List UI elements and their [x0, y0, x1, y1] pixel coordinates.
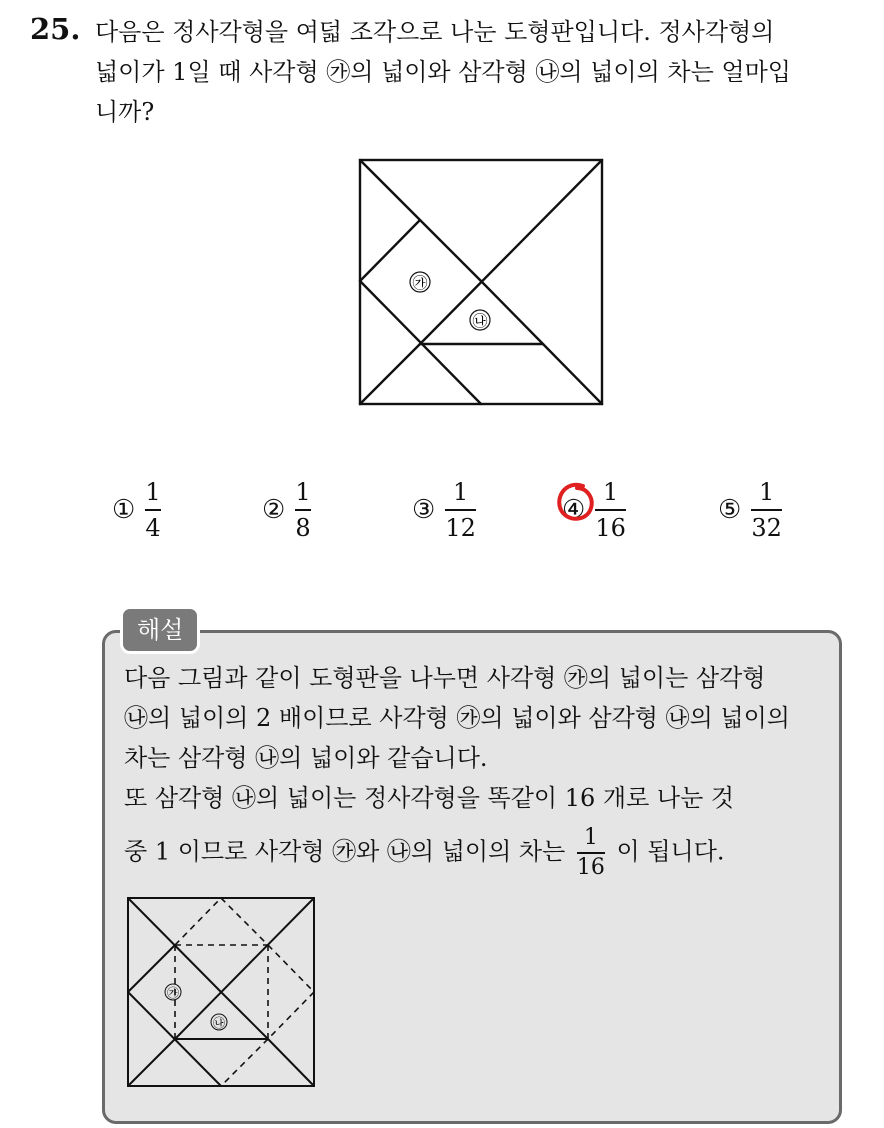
solution-line: ㉯의 넓이의 2 배이므로 사각형 ㉮의 넓이와 삼각형 ㉯의 넓이의	[124, 704, 790, 732]
choice-fraction	[595, 478, 626, 542]
choice-number: ①	[112, 494, 136, 525]
label-ga-text: ㉮	[166, 986, 180, 1000]
question-text-line: 니까?	[95, 98, 155, 126]
fraction-bar	[445, 509, 476, 511]
diagonal-line	[543, 344, 602, 404]
choice-fraction	[295, 478, 310, 542]
solution-fraction	[577, 826, 605, 880]
numerator: 1	[758, 478, 775, 506]
denominator: 32	[751, 513, 782, 542]
choice-5[interactable]	[718, 478, 782, 542]
question-text	[95, 12, 865, 132]
choice-number: ②	[262, 494, 286, 525]
diagonal-line	[420, 160, 602, 344]
numerator: 1	[583, 825, 598, 850]
choice-4[interactable]	[562, 478, 626, 542]
question-text-line: 다음은 정사각형을 여덟 조각으로 나눈 도형판입니다. 정사각형의	[95, 18, 775, 46]
choice-number: ④	[562, 494, 586, 525]
denominator: 8	[295, 513, 311, 542]
label-na	[211, 1014, 227, 1030]
dashed-line	[268, 992, 314, 1039]
solution-line	[124, 826, 829, 880]
solution-line: 다음 그림과 같이 도형판을 나누면 사각형 ㉮의 넓이는 삼각형	[124, 664, 766, 692]
dashed-line	[268, 945, 314, 992]
numerator: 1	[295, 478, 311, 506]
diagonal-line	[268, 1039, 314, 1086]
label-na-text: ㉯	[212, 1016, 226, 1030]
diagonal-line	[360, 220, 420, 281]
fraction-bar	[577, 852, 605, 854]
diagonal-line	[481, 281, 543, 344]
choice-number: ③	[412, 494, 436, 525]
numerator: 1	[145, 478, 161, 506]
label-na	[470, 310, 490, 330]
tangram-figure	[358, 158, 604, 406]
numerator: 1	[602, 478, 619, 506]
diagonal-line	[175, 898, 314, 1039]
solution-text	[124, 658, 829, 880]
choice-number: ⑤	[718, 494, 742, 525]
solution-tag: 해설	[120, 606, 200, 654]
solution-line-after: 이 됩니다.	[616, 837, 725, 866]
fraction-bar	[595, 509, 626, 511]
answer-circle-mark	[553, 480, 597, 524]
choice-1[interactable]	[112, 478, 161, 542]
diagonal-line	[221, 992, 268, 1039]
denominator: 4	[145, 513, 161, 542]
label-ga-text: ㉮	[412, 274, 428, 292]
denominator: 16	[595, 513, 626, 542]
solution-line: 또 삼각형 ㉯의 넓이는 정사각형을 똑같이 16 개로 나눈 것	[124, 784, 735, 812]
numerator: 1	[452, 478, 469, 506]
dashed-line	[221, 898, 268, 945]
solution-line-before: 중 1 이므로 사각형 ㉮와 ㉯의 넓이의 차는	[124, 837, 566, 866]
denominator: 12	[445, 513, 476, 542]
choice-2[interactable]	[262, 478, 311, 542]
question-number: 25.	[30, 12, 81, 46]
dashed-line	[221, 1039, 268, 1086]
label-ga	[410, 272, 430, 292]
choice-fraction	[751, 478, 782, 542]
fraction-bar	[295, 509, 310, 511]
fraction-bar	[145, 509, 160, 511]
question-text-line: 넓이가 1일 때 사각형 ㉮의 넓이와 삼각형 ㉯의 넓이의 차는 얼마입	[95, 58, 791, 86]
dashed-line	[175, 898, 221, 945]
diagonal-line	[128, 1039, 175, 1086]
solution-line: 차는 삼각형 ㉯의 넓이와 같습니다.	[124, 744, 488, 772]
answer-choices	[0, 478, 884, 548]
label-ga	[165, 984, 181, 1000]
choice-fraction	[445, 478, 476, 542]
choice-fraction	[145, 478, 160, 542]
denominator: 16	[576, 854, 605, 880]
choice-3[interactable]	[412, 478, 476, 542]
diagonal-line	[128, 945, 175, 992]
diagonal-line	[360, 344, 420, 404]
solution-figure	[126, 896, 316, 1088]
label-na-text: ㉯	[472, 312, 488, 330]
fraction-bar	[751, 509, 782, 511]
